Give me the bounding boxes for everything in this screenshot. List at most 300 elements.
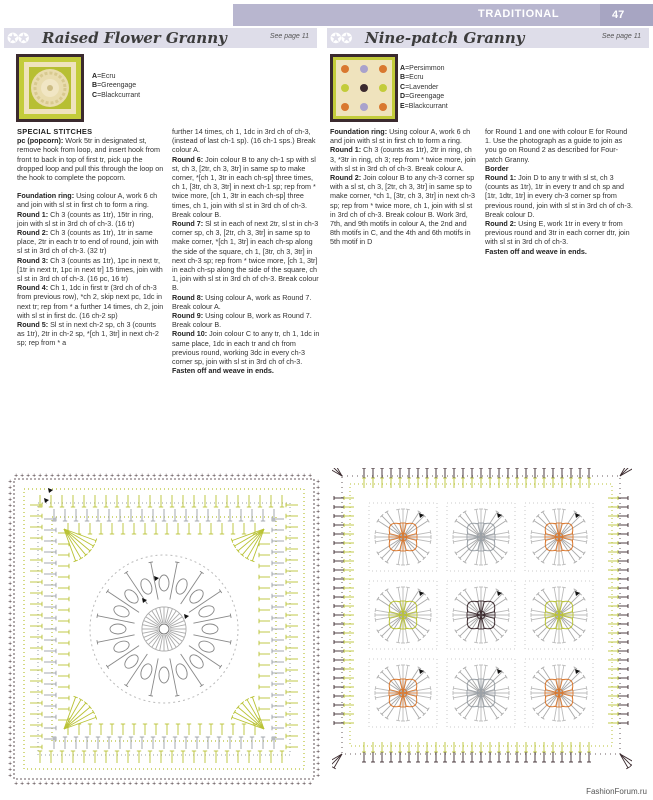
instruction-text: Ch 3 (counts as 1tr), 1pc in next tr, [1tr in next tr, 1pc in next tr] 15 times, join with sl st in 3rd ch of ch-3. (16 pc, 16 tr) (17, 255, 163, 284)
chart-dc-stitch: + (8, 767, 13, 773)
chart-dc-stitch: + (176, 473, 181, 479)
key-letter: C (92, 91, 98, 99)
chart-tr-top (430, 530, 431, 534)
chart-dc-stitch: + (316, 533, 321, 539)
difficulty-stars-icon: ✪✪ (7, 30, 29, 46)
chart-dc-stitch: + (8, 509, 13, 515)
instruction-heading: Round 2: (17, 228, 49, 238)
chart-dc-stitch: + (302, 473, 307, 479)
chart-dc-stitch: + (98, 781, 103, 787)
chart-dc-stitch: + (212, 473, 217, 479)
chart-dc-stitch: + (194, 473, 199, 479)
chart-tr-top (586, 618, 587, 622)
paragraph-gap (17, 182, 165, 191)
instruction-text: further 14 times, ch 1, 1dc in 3rd ch of ch-3, (instead of last ch-1 sp). (16 ch-1 sps.) Break colour A. (172, 127, 316, 155)
chart-tr-top (586, 608, 587, 612)
chart-dc-stitch: + (8, 533, 13, 539)
instruction-text: Ch 3 (counts as 1tr), 15tr in ring, join with sl st in 3rd ch of ch-3. (16 tr) (17, 209, 154, 228)
instruction-heading: Round 8: (172, 292, 204, 302)
chart-tr-top (484, 509, 488, 510)
instruction-text: Sl st in next ch-2 sp, ch 3 (counts as 1tr), 2tr in ch-2 sp, *[ch 1, 3tr] in next ch-2 sp; rep from * a (17, 320, 159, 348)
chart-tr-top (200, 684, 204, 686)
chart-dc-stitch: + (272, 473, 277, 479)
chart-dc-stitch: + (316, 593, 321, 599)
right-instructions-column-2 (485, 127, 633, 256)
key-letter: D (400, 93, 406, 101)
raised-flower-swatch-image (16, 54, 84, 122)
chart-dc-stitch: + (158, 781, 163, 787)
chart-tr-top (508, 530, 509, 534)
chart-dc-stitch: + (8, 761, 13, 767)
chart-dc-stitch: + (316, 605, 321, 611)
chart-dc-stitch: + (302, 781, 307, 787)
chart-dc-stitch: + (110, 781, 115, 787)
chart-tr-top (531, 540, 532, 544)
instruction-paragraph (172, 219, 320, 293)
chart-dc-stitch: + (316, 599, 321, 605)
instruction-paragraph (172, 155, 320, 219)
chart-dc-stitch: + (316, 737, 321, 743)
chart-dc-stitch: + (248, 473, 253, 479)
chart-dc-stitch: + (236, 473, 241, 479)
chart-dc-stitch: + (316, 527, 321, 533)
chart-dc-stitch: + (8, 725, 13, 731)
chart-tr-top (406, 665, 410, 666)
chart-dc-stitch: + (8, 587, 13, 593)
chart-dc-stitch: + (50, 473, 55, 479)
chart-tr-top (586, 696, 587, 700)
chart-dc-stitch: + (92, 473, 97, 479)
chart-tr-top (453, 530, 454, 534)
chart-tr-top (396, 665, 400, 666)
key-colour: Persimmon (409, 65, 445, 72)
instruction-text: Ch 3 (counts as 1tr), 1tr in same place, 2tr in each tr to end of round, join with sl st in 3rd ch of ch-3. (32 tr) (17, 228, 159, 256)
chart-popcorn (159, 575, 169, 591)
chart-dc-stitch: + (116, 473, 121, 479)
chart-tr-top (552, 587, 556, 588)
chart-dc-stitch: + (8, 581, 13, 587)
chart-dc-stitch: + (8, 623, 13, 629)
chart-dc-stitch: + (316, 653, 321, 659)
chart-round-3 (38, 503, 290, 755)
chart-tr-top (230, 614, 231, 618)
chart-tr-stitch (126, 654, 147, 686)
chart-round-4 (52, 517, 276, 741)
chart-start-arrow-icon (44, 498, 49, 503)
chart-dc-stitch: + (316, 563, 321, 569)
chart-dc-stitch: + (8, 545, 13, 551)
right-pattern-header (327, 28, 649, 48)
chart-tr-top (375, 530, 376, 534)
chart-tr-top (531, 686, 532, 690)
chart-dc-stitch: + (26, 781, 31, 787)
chart-dc-stitch: + (8, 551, 13, 557)
chart-tr-stitch (107, 591, 139, 612)
chart-tr-top (181, 615, 183, 619)
chart-dc-stitch: + (164, 781, 169, 787)
chart-dc-stitch: + (128, 473, 133, 479)
chart-dc-stitch: + (26, 473, 31, 479)
instruction-heading: Round 7: (172, 219, 204, 229)
key-row: E=Blackcurrant (400, 102, 448, 110)
chart-dc-stitch: + (316, 731, 321, 737)
chart-tr-top (430, 608, 431, 612)
instruction-heading: Round 9: (172, 311, 204, 321)
chart-dc-stitch: + (218, 473, 223, 479)
chart-dc-stitch: + (8, 689, 13, 695)
section-title: TRADITIONAL (478, 8, 560, 20)
chart-tr-stitch (151, 562, 158, 599)
chart-dc-stitch: + (316, 719, 321, 725)
chart-tr-top (149, 562, 153, 563)
chart-dc-stitch: + (290, 781, 295, 787)
chart-dc-stitch: + (8, 653, 13, 659)
chart-tr-top (484, 587, 488, 588)
chart-dc-stitch: + (146, 473, 151, 479)
chart-tr-stitch (181, 654, 202, 686)
chart-tr-top (142, 631, 143, 635)
chart-tr-stitch (189, 591, 221, 612)
chart-tr-top (406, 720, 410, 721)
chart-dc-stitch: + (316, 521, 321, 527)
chart-dc-stitch: + (316, 635, 321, 641)
chart-tr-top (406, 642, 410, 643)
instruction-heading: Round 2: (330, 173, 362, 183)
chart-dc-stitch: + (316, 545, 321, 551)
chart-dc-stitch: + (316, 575, 321, 581)
chart-dc-stitch: + (8, 755, 13, 761)
instruction-paragraph (330, 173, 478, 247)
chart-dc-stitch: + (316, 515, 321, 521)
key-colour: Greengage (101, 82, 137, 90)
chart-dc-stitch: + (316, 557, 321, 563)
chart-dc-stitch: + (316, 641, 321, 647)
instruction-text: Using E, work 1tr in every tr from previous round and 3tr in each corner dtr, join with sl st in 3rd ch of ch-3. (485, 219, 630, 247)
chart-dc-stitch: + (248, 781, 253, 787)
instruction-paragraph (485, 164, 633, 173)
instruction-text: Ch 1, 1dc in first tr (3rd ch of ch-3 from previous row), *ch 2, skip next pc, 1dc in next tr; rep from * a further 14 times, ch 2, join with sl st in first dc. (16 ch-2 sp) (17, 283, 164, 320)
left-instructions-column-2 (172, 127, 320, 375)
chart-tr-stitch (332, 754, 342, 762)
chart-dc-stitch: + (230, 473, 235, 479)
chart-dc-stitch: + (128, 781, 133, 787)
chart-tr-top (230, 640, 231, 644)
nine-patch-swatch-image (330, 54, 398, 122)
chart-dc-stitch: + (176, 781, 181, 787)
chart-tr-top (174, 609, 178, 611)
chart-popcorn (112, 639, 131, 654)
instruction-paragraph (485, 247, 633, 256)
instruction-heading: Round 1: (17, 209, 49, 219)
key-row: D=Greengage (400, 93, 445, 101)
chart-tr-top (474, 564, 478, 565)
key-colour: Blackcurrant (408, 102, 448, 110)
chart-tr-top (430, 686, 431, 690)
chart-dc-stitch: + (122, 781, 127, 787)
instruction-paragraph (330, 127, 478, 145)
chart-dc-stitch: + (316, 485, 321, 491)
key-letter: C (400, 83, 406, 91)
chart-tr-top (552, 720, 556, 721)
chart-dc-stitch: + (296, 781, 301, 787)
chart-popcorn (202, 624, 218, 634)
chart-dc-stitch: + (242, 473, 247, 479)
chart-dc-stitch: + (8, 683, 13, 689)
chart-tr-top (175, 562, 179, 563)
chart-dc-stitch: + (316, 701, 321, 707)
difficulty-stars-icon: ✪✪ (330, 30, 352, 46)
chart-popcorn (174, 662, 189, 681)
chart-dc-stitch: + (200, 781, 205, 787)
chart-tr-top (484, 665, 488, 666)
chart-dc-stitch: + (8, 503, 13, 509)
key-letter: B (92, 82, 98, 90)
chart-tr-top (586, 540, 587, 544)
chart-dc-stitch: + (146, 781, 151, 787)
right-pattern-title: Nine-patch Granny (365, 29, 525, 47)
chart-dc-stitch: + (182, 781, 187, 787)
chart-dc-stitch: + (316, 773, 321, 779)
chart-dc-stitch: + (20, 781, 25, 787)
chart-dc-stitch: + (8, 701, 13, 707)
chart-tr-top (158, 650, 162, 651)
chart-dc-stitch: + (32, 473, 37, 479)
chart-round-1 (14, 479, 314, 779)
instruction-heading: Round 10: (172, 329, 208, 339)
instruction-heading: Foundation ring: (17, 191, 75, 201)
chart-tr-top (562, 509, 566, 510)
chart-dc-stitch: + (8, 479, 13, 485)
chart-dc-stitch: + (44, 473, 49, 479)
instruction-paragraph (172, 329, 320, 366)
chart-dc-stitch: + (116, 781, 121, 787)
chart-tr-top (375, 686, 376, 690)
chart-dc-stitch: + (8, 521, 13, 527)
chart-dc-stitch: + (206, 781, 211, 787)
instruction-heading: Foundation ring: (330, 127, 388, 136)
chart-dc-stitch: + (8, 713, 13, 719)
instruction-heading: Border (485, 163, 509, 173)
chart-dc-stitch: + (8, 731, 13, 737)
chart-dc-stitch: + (8, 695, 13, 701)
chart-tr-top (531, 530, 532, 534)
chart-dc-stitch: + (158, 473, 163, 479)
chart-tr-stitch (170, 562, 177, 599)
chart-dc-stitch: + (134, 781, 139, 787)
chart-dc-stitch: + (122, 473, 127, 479)
instruction-paragraph (172, 366, 320, 375)
chart-tr-top (149, 695, 153, 696)
chart-dc-stitch: + (316, 725, 321, 731)
chart-dc-stitch: + (284, 473, 289, 479)
chart-dc-stitch: + (8, 485, 13, 491)
chart-dc-stitch: + (98, 473, 103, 479)
watermark: FashionForum.ru (586, 787, 647, 796)
chart-dc-stitch: + (68, 473, 73, 479)
chart-dc-stitch: + (164, 473, 169, 479)
chart-dc-stitch: + (316, 761, 321, 767)
chart-dc-stitch: + (20, 473, 25, 479)
chart-tr-stitch (170, 658, 177, 695)
chart-dc-stitch: + (218, 781, 223, 787)
instruction-paragraph (17, 320, 165, 348)
chart-tr-top (406, 509, 410, 510)
left-pattern-header (4, 28, 317, 48)
key-row: A=Ecru (92, 73, 116, 80)
chart-dc-stitch: + (316, 491, 321, 497)
key-row: B=Greengage (92, 82, 137, 90)
instruction-paragraph (330, 145, 478, 173)
chart-dc-stitch: + (8, 575, 13, 581)
instruction-heading: Round 5: (17, 320, 49, 330)
chart-dc-stitch: + (56, 473, 61, 479)
chart-tr-stitch (107, 646, 139, 667)
chart-dc-stitch: + (316, 677, 321, 683)
chart-dc-stitch: + (266, 781, 271, 787)
chart-dc-stitch: + (8, 677, 13, 683)
chart-dc-stitch: + (316, 713, 321, 719)
instruction-heading: Round 3: (17, 255, 49, 265)
section-band (233, 4, 653, 26)
chart-dc-stitch: + (38, 781, 43, 787)
chart-tr-top (453, 618, 454, 622)
chart-tr-top (531, 608, 532, 612)
chart-dc-stitch: + (80, 781, 85, 787)
key-row: C=Lavender (400, 83, 439, 91)
instruction-paragraph (172, 127, 320, 155)
instruction-text: Sl st in each of next 2tr, sl st in ch-3 corner sp, ch 3, [2tr, ch 3, 3tr] in same sp to make corner, *[ch 1, 3tr] in each ch-sp along the side of the square, ch 1, [3tr, ch 3, 3tr] in next ch-3 sp; rep from * twice more, [ch 1, 3tr] in each ch-sp along the side of the square, ch 1, join with sl st in 3rd ch of ch-3. Break colour B. (172, 219, 319, 293)
chart-dc-stitch: + (316, 767, 321, 773)
chart-dc-stitch: + (316, 497, 321, 503)
instruction-heading: pc (popcorn): (17, 136, 64, 146)
chart-tr-top (562, 642, 566, 643)
chart-dc-stitch: + (140, 781, 145, 787)
chart-tr-stitch (181, 572, 202, 604)
instruction-heading: Fasten off and weave in ends. (172, 366, 274, 376)
chart-dc-stitch: + (8, 515, 13, 521)
instruction-text: Using colour A, work as Round 7. Break colour A. (172, 292, 312, 311)
instruction-heading: Round 4: (17, 283, 49, 293)
chart-dc-stitch: + (194, 781, 199, 787)
chart-tr-top (200, 571, 204, 573)
chart-tr-stitch (332, 468, 342, 476)
instruction-heading: Fasten off and weave in ends. (485, 246, 587, 256)
chart-tr-top (453, 686, 454, 690)
chart-tr-top (174, 646, 178, 648)
chart-tr-top (181, 639, 183, 643)
chart-tr-top (562, 564, 566, 565)
chart-tr-top (484, 720, 488, 721)
chart-dc-stitch: + (8, 719, 13, 725)
chart-dc-stitch: + (8, 635, 13, 641)
chart-tr-top (453, 608, 454, 612)
chart-dc-stitch: + (104, 473, 109, 479)
chart-popcorn (112, 604, 131, 619)
chart-dc-stitch: + (206, 473, 211, 479)
chart-dc-stitch: + (316, 659, 321, 665)
chart-dc-stitch: + (224, 473, 229, 479)
chart-dc-stitch: + (170, 781, 175, 787)
key-row: C=Blackcurrant (92, 91, 141, 99)
chart-tr-top (484, 642, 488, 643)
chart-tr-top (453, 696, 454, 700)
chart-tr-top (175, 695, 179, 696)
chart-tr-top (508, 686, 509, 690)
chart-dc-stitch: + (8, 773, 13, 779)
chart-dc-stitch: + (188, 473, 193, 479)
chart-tr-top (552, 665, 556, 666)
chart-dc-ring (90, 555, 238, 703)
right-see-page: See page 11 (601, 33, 641, 40)
chart-tr-top (508, 608, 509, 612)
chart-popcorn (159, 667, 169, 683)
chart-dc-stitch: + (316, 587, 321, 593)
chart-dc-stitch: + (8, 707, 13, 713)
chart-dc-stitch: + (316, 581, 321, 587)
chart-dc-stitch: + (224, 781, 229, 787)
chart-dc-stitch: + (134, 473, 139, 479)
instruction-heading: Round 6: (172, 154, 204, 164)
chart-dc-stitch: + (80, 473, 85, 479)
chart-dc-stitch: + (56, 781, 61, 787)
instruction-text: Ch 3 (counts as 1tr), 2tr in ring, ch 3, *3tr in ring, ch 3; rep from * twice more, join with sl st in 3rd ch of ch-3. Break colour A. (330, 145, 476, 173)
chart-dc-stitch: + (8, 749, 13, 755)
key-row: A=Persimmon (400, 65, 445, 72)
chart-dc-stitch: + (316, 617, 321, 623)
chart-dc-stitch: + (62, 781, 67, 787)
instruction-text: Join colour C to any tr, ch 1, 1dc in same place, 1dc in each tr and ch from previous round, working 3dc in every ch-3 corner sp, join with sl st in 3rd ch of ch-3. (172, 329, 320, 367)
chart-dc-stitch: + (110, 473, 115, 479)
chart-tr-top (508, 540, 509, 544)
chart-tr-top (430, 618, 431, 622)
instruction-text: Join D to any tr with sl st, ch 3 (counts as 1tr), 1tr in every tr and ch sp and [1tr, 1dtr, 1tr] in every ch-3 corner sp from previous round, join with sl st in 3rd ch of ch-3. Break colour D. (485, 173, 633, 219)
chart-tr-top (474, 587, 478, 588)
instruction-paragraph (17, 127, 165, 136)
chart-dc-stitch: + (14, 781, 19, 787)
chart-tr-stitch (193, 635, 230, 642)
chart-dc-stitch: + (8, 647, 13, 653)
top-bar (0, 0, 653, 26)
instruction-paragraph (17, 136, 165, 182)
instruction-text: Using colour A, work 6 ch and join with sl st in first ch to form a ring. (17, 191, 158, 210)
instruction-text: Using colour A, work 6 ch and join with sl st in first ch to form a ring. (330, 127, 471, 146)
chart-dc-stitch: + (182, 473, 187, 479)
left-see-page: See page 11 (269, 33, 309, 40)
chart-dc-stitch: + (278, 473, 283, 479)
key-colour: Greengage (409, 93, 445, 101)
chart-dc-stitch: + (8, 611, 13, 617)
chart-dc-stitch: + (104, 781, 109, 787)
chart-tr-top (142, 623, 143, 627)
chart-dc-stitch: + (272, 781, 277, 787)
chart-dc-stitch: + (296, 473, 301, 479)
chart-tr-top (552, 564, 556, 565)
chart-dc-stitch: + (8, 629, 13, 635)
instruction-text: Using colour B, work as Round 7. Break colour B. (172, 311, 312, 330)
chart-tr-top (396, 642, 400, 643)
chart-tr-top (474, 665, 478, 666)
chart-dc-stitch: + (74, 473, 79, 479)
left-colour-key (92, 72, 140, 100)
chart-tr-top (531, 696, 532, 700)
chart-tr-top (124, 571, 128, 573)
chart-dc-stitch: + (8, 593, 13, 599)
key-letter: E (400, 102, 405, 110)
chart-tr-top (375, 696, 376, 700)
chart-tr-top (375, 540, 376, 544)
chart-tr-stitch (151, 658, 158, 695)
chart-dc-stitch: + (316, 569, 321, 575)
